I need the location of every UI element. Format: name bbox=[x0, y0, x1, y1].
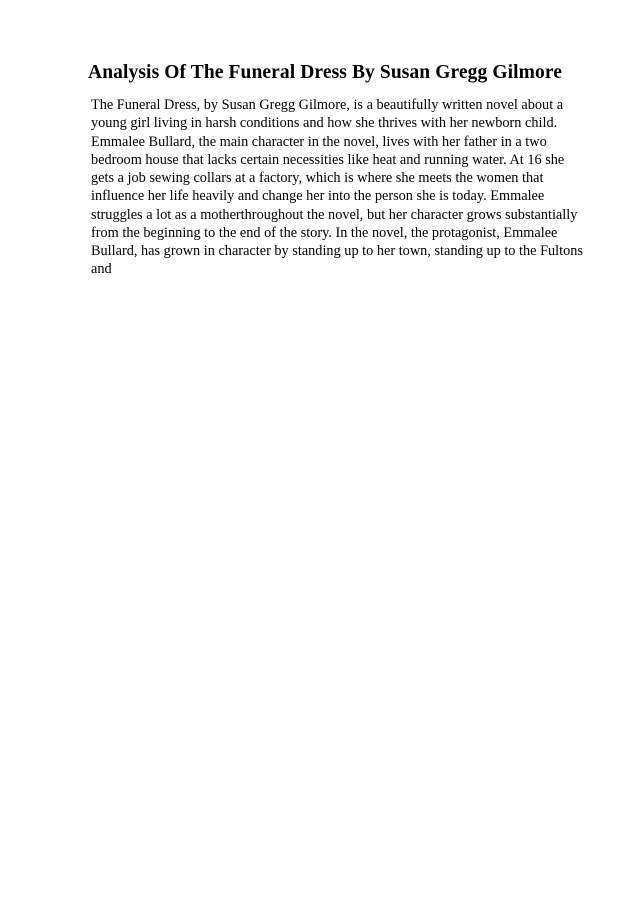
body-text-line: Bullard, has grown in character by standing up to her town, standing up to the Fultons bbox=[91, 243, 583, 259]
body-text-line: The Funeral Dress, by Susan Gregg Gilmore, is a beautifully written novel about a bbox=[91, 97, 564, 113]
body-text-line: gets a job sewing collars at a factory, which is where she meets the women that bbox=[91, 170, 544, 186]
body-text-line: Emmalee Bullard, the main character in the novel, lives with her father in a two bbox=[91, 133, 547, 150]
body-text-line: influence her life heavily and change her into the person she is today. Emmalee bbox=[91, 188, 545, 205]
body-text-line: bedroom house that lacks certain necessities like heat and running water. At 16 she bbox=[91, 151, 565, 168]
document-body bbox=[91, 96, 601, 279]
body-text-line: from the beginning to the end of the story. In the novel, the protagonist, Emmalee bbox=[91, 224, 558, 241]
body-text-line: young girl living in harsh conditions and how she thrives with her newborn child. bbox=[91, 115, 558, 132]
document-title: Analysis Of The Funeral Dress By Susan Gregg Gilmore bbox=[88, 62, 562, 83]
body-text-line: struggles a lot as a motherthroughout the novel, but her character grows substantially bbox=[91, 206, 578, 223]
body-text-line: and bbox=[91, 261, 112, 278]
